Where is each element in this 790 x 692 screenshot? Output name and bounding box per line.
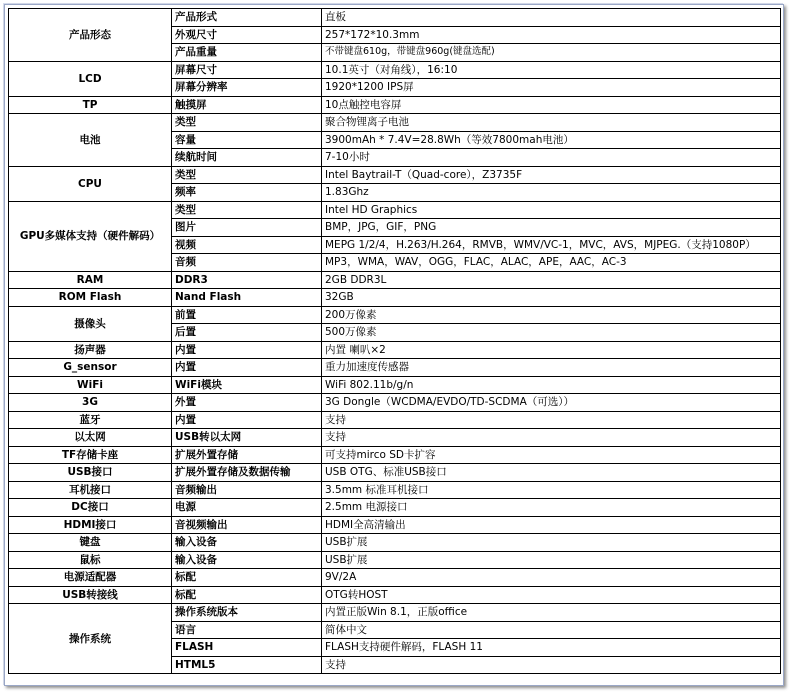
category-cell: 以太网 (9, 429, 172, 447)
feature-cell: 输入设备 (172, 551, 322, 569)
table-row (9, 61, 781, 79)
category-cell: TF存储卡座 (9, 446, 172, 464)
value-cell: HDMI全高清输出 (322, 516, 781, 534)
value-cell: USB扩展 (322, 534, 781, 552)
value-cell: Intel Baytrail-T（Quad-core），Z3735F (322, 166, 781, 184)
category-cell: G_sensor (9, 359, 172, 377)
feature-cell: 视频 (172, 236, 322, 254)
table-row (9, 289, 781, 307)
value-cell: 200万像素 (322, 306, 781, 324)
feature-cell: 内置 (172, 411, 322, 429)
table-row (9, 481, 781, 499)
category-cell: 鼠标 (9, 551, 172, 569)
value-cell: 支持 (322, 656, 781, 674)
table-row (9, 9, 781, 27)
table-row (9, 394, 781, 412)
category-cell: 操作系统 (9, 604, 172, 674)
feature-cell: 语言 (172, 621, 322, 639)
category-cell: 电源适配器 (9, 569, 172, 587)
table-row (9, 534, 781, 552)
feature-cell: 产品重量 (172, 44, 322, 62)
category-cell: LCD (9, 61, 172, 96)
value-cell: 10.1英寸（对角线），16:10 (322, 61, 781, 79)
feature-cell: 触摸屏 (172, 96, 322, 114)
category-cell: GPU多媒体支持（硬件解码） (9, 201, 172, 271)
feature-cell: 音视频输出 (172, 516, 322, 534)
value-cell: 可支持mirco SD卡扩容 (322, 446, 781, 464)
value-cell: 500万像素 (322, 324, 781, 342)
feature-cell: 扩展外置存储及数据传输 (172, 464, 322, 482)
feature-cell: HTML5 (172, 656, 322, 674)
feature-cell: 容量 (172, 131, 322, 149)
feature-cell: 产品形式 (172, 9, 322, 27)
category-cell: RAM (9, 271, 172, 289)
feature-cell: 外观尺寸 (172, 26, 322, 44)
value-cell: OTG转HOST (322, 586, 781, 604)
feature-cell: 类型 (172, 201, 322, 219)
value-cell: 聚合物锂离子电池 (322, 114, 781, 132)
feature-cell: 后置 (172, 324, 322, 342)
value-cell: 7-10小时 (322, 149, 781, 167)
value-cell: USB扩展 (322, 551, 781, 569)
category-cell: 扬声器 (9, 341, 172, 359)
value-cell: 257*172*10.3mm (322, 26, 781, 44)
table-row (9, 464, 781, 482)
value-cell: 内置 喇叭×2 (322, 341, 781, 359)
value-cell: 3G Dongle（WCDMA/EVDO/TD-SCDMA（可选）） (322, 394, 781, 412)
spec-table-body (9, 9, 781, 674)
table-row (9, 569, 781, 587)
table-row (9, 271, 781, 289)
feature-cell: WiFi模块 (172, 376, 322, 394)
value-cell: 1920*1200 IPS屏 (322, 79, 781, 97)
feature-cell: 外置 (172, 394, 322, 412)
value-cell: 1.83Ghz (322, 184, 781, 202)
category-cell: 电池 (9, 114, 172, 167)
value-cell: MEPG 1/2/4，H.263/H.264，RMVB，WMV/VC-1，MVC，AVS，MJPEG.（支持1080P） (322, 236, 781, 254)
value-cell: USB OTG、标准USB接口 (322, 464, 781, 482)
value-cell: 简体中文 (322, 621, 781, 639)
table-row (9, 166, 781, 184)
table-row (9, 376, 781, 394)
category-cell: ROM Flash (9, 289, 172, 307)
feature-cell: 扩展外置存储 (172, 446, 322, 464)
value-cell: BMP，JPG，GIF，PNG (322, 219, 781, 237)
value-cell: 32GB (322, 289, 781, 307)
feature-cell: 屏幕分辨率 (172, 79, 322, 97)
feature-cell: 音频输出 (172, 481, 322, 499)
value-cell: 3.5mm 标准耳机接口 (322, 481, 781, 499)
value-cell: FLASH支持硬件解码，FLASH 11 (322, 639, 781, 657)
feature-cell: 标配 (172, 569, 322, 587)
feature-cell: 内置 (172, 359, 322, 377)
value-cell: 支持 (322, 411, 781, 429)
table-row (9, 359, 781, 377)
category-cell: 产品形态 (9, 9, 172, 62)
table-row (9, 341, 781, 359)
feature-cell: 类型 (172, 166, 322, 184)
feature-cell: 屏幕尺寸 (172, 61, 322, 79)
table-row (9, 429, 781, 447)
category-cell: CPU (9, 166, 172, 201)
feature-cell: 前置 (172, 306, 322, 324)
value-cell: MP3，WMA，WAV，OGG，FLAC，ALAC，APE，AAC，AC-3 (322, 254, 781, 272)
value-cell: WiFi 802.11b/g/n (322, 376, 781, 394)
spec-sheet-frame (4, 4, 784, 686)
category-cell: DC接口 (9, 499, 172, 517)
value-cell: 3900mAh * 7.4V=28.8Wh（等效7800mah电池） (322, 131, 781, 149)
value-cell: 支持 (322, 429, 781, 447)
value-cell: 不带键盘610g，带键盘960g(键盘选配) (322, 44, 781, 62)
category-cell: USB转接线 (9, 586, 172, 604)
category-cell: 3G (9, 394, 172, 412)
value-cell: 10点触控电容屏 (322, 96, 781, 114)
table-row (9, 604, 781, 622)
value-cell: 2GB DDR3L (322, 271, 781, 289)
feature-cell: 音频 (172, 254, 322, 272)
spec-table (8, 8, 781, 674)
feature-cell: USB转以太网 (172, 429, 322, 447)
feature-cell: 操作系统版本 (172, 604, 322, 622)
value-cell: 重力加速度传感器 (322, 359, 781, 377)
feature-cell: 内置 (172, 341, 322, 359)
feature-cell: 电源 (172, 499, 322, 517)
category-cell: WiFi (9, 376, 172, 394)
table-row (9, 499, 781, 517)
feature-cell: FLASH (172, 639, 322, 657)
table-row (9, 306, 781, 324)
value-cell: 2.5mm 电源接口 (322, 499, 781, 517)
category-cell: HDMI接口 (9, 516, 172, 534)
category-cell: 摄像头 (9, 306, 172, 341)
table-row (9, 516, 781, 534)
table-row (9, 446, 781, 464)
value-cell: Intel HD Graphics (322, 201, 781, 219)
table-row (9, 551, 781, 569)
value-cell: 内置正版Win 8.1，正版office (322, 604, 781, 622)
feature-cell: 标配 (172, 586, 322, 604)
feature-cell: 频率 (172, 184, 322, 202)
table-row (9, 411, 781, 429)
value-cell: 9V/2A (322, 569, 781, 587)
feature-cell: 图片 (172, 219, 322, 237)
category-cell: 耳机接口 (9, 481, 172, 499)
category-cell: TP (9, 96, 172, 114)
feature-cell: 类型 (172, 114, 322, 132)
feature-cell: DDR3 (172, 271, 322, 289)
feature-cell: 输入设备 (172, 534, 322, 552)
table-row (9, 586, 781, 604)
category-cell: USB接口 (9, 464, 172, 482)
category-cell: 蓝牙 (9, 411, 172, 429)
table-row (9, 201, 781, 219)
table-row (9, 96, 781, 114)
feature-cell: Nand Flash (172, 289, 322, 307)
table-row (9, 114, 781, 132)
value-cell: 直板 (322, 9, 781, 27)
category-cell: 键盘 (9, 534, 172, 552)
feature-cell: 续航时间 (172, 149, 322, 167)
